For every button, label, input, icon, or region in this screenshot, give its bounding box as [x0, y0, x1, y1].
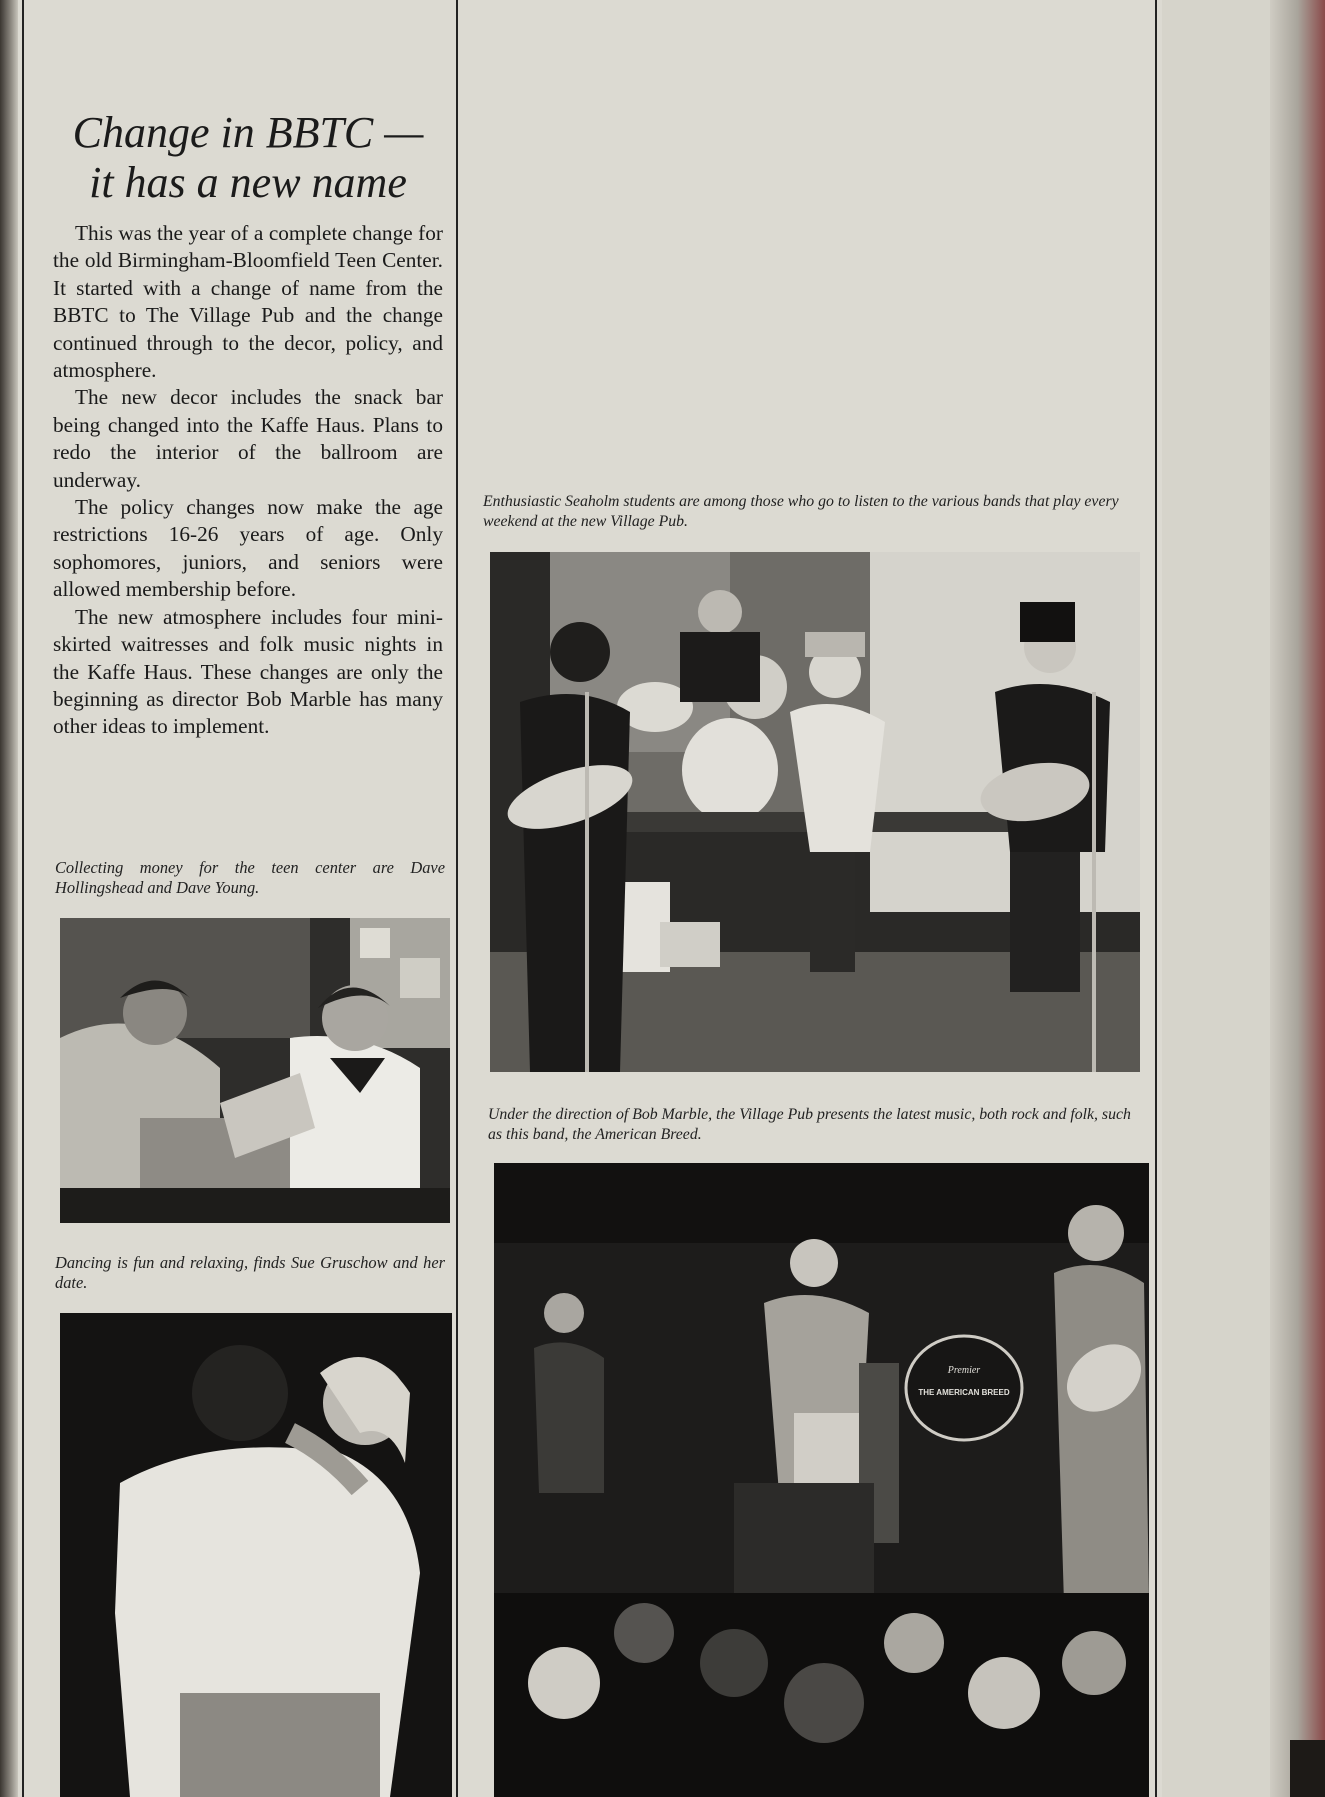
right-column-rule — [1155, 0, 1157, 1797]
paragraph-3: The policy changes now make the age restrictions 16-26 years of age. Only sophomores, juniors, and seniors were allowed membership before. — [53, 495, 443, 602]
paragraph-2: The new decor includes the snack bar being changed into the Kaffe Haus. Plans to redo the interior of the ballroom are underway. — [53, 385, 443, 492]
caption-collecting-money: Collecting money for the teen center are Dave Hollingshead and Dave Young. — [55, 858, 445, 897]
photo-dancing — [60, 1313, 452, 1797]
caption-american-breed: Under the direction of Bob Marble, the Village Pub presents the latest music, both rock and folk, such as this band, the American Breed. — [488, 1106, 1131, 1143]
headline-line-2: it has a new name — [89, 158, 407, 207]
paragraph-4: The new atmosphere includes four mini-skirted waitresses and folk music nights in the Kaffe Haus. These changes are only the beginning as director Bob Marble has many other ideas to implement. — [53, 604, 443, 739]
drum-brand-text: Premier — [947, 1365, 981, 1376]
caption-dancing: Dancing is fun and relaxing, finds Sue Gruschow and her date. — [55, 1253, 445, 1292]
center-column-rule — [456, 0, 458, 1797]
page-gutter-shadow — [0, 0, 18, 1797]
photo-collecting-money — [60, 918, 450, 1223]
article-headline — [48, 108, 448, 208]
photo-village-pub-band — [490, 552, 1140, 1072]
page-corner-shadow — [1290, 1740, 1325, 1797]
article-body — [53, 220, 443, 741]
headline-line-1: Change in BBTC — — [72, 108, 424, 157]
paragraph-1: This was the year of a complete change for the old Birmingham-Bloomfield Teen Center. It started with a change of name from the BBTC to The Village Pub and the change continued through to the decor, policy, and atmosphere. — [53, 221, 443, 383]
next-page-edge — [1270, 0, 1325, 1797]
left-column-rule — [22, 0, 24, 1797]
drum-head-text: THE AMERICAN BREED — [918, 1388, 1010, 1397]
right-margin — [1162, 0, 1270, 1797]
photo-american-breed — [494, 1163, 1149, 1797]
caption-seaholm-students: Enthusiastic Seaholm students are among those who go to listen to the various bands that play every weekend at the new Village Pub. — [483, 493, 1119, 530]
